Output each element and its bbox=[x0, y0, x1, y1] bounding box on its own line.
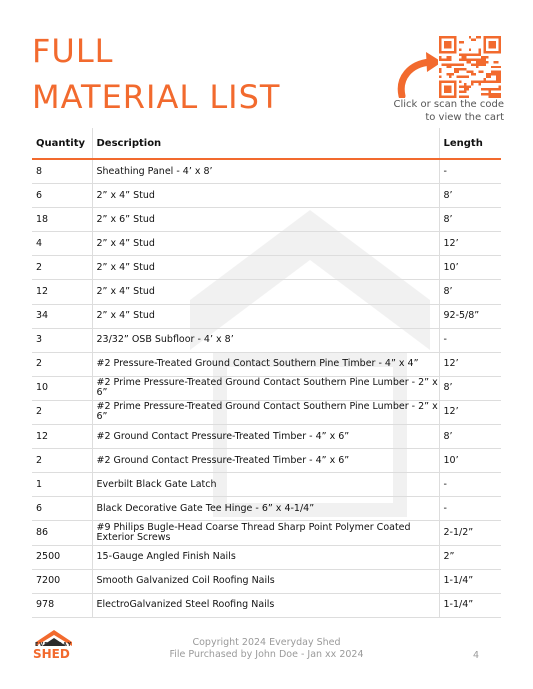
cell-description: 2” x 4” Stud bbox=[92, 304, 439, 328]
cell-length: 12’ bbox=[439, 352, 501, 376]
cell-description: #9 Philips Bugle-Head Coarse Thread Sharp Point Polymer Coated Exterior Screws bbox=[92, 521, 439, 545]
cell-length: 92-5/8” bbox=[439, 304, 501, 328]
cell-description: #2 Ground Contact Pressure-Treated Timber - 4” x 6” bbox=[92, 449, 439, 473]
table-row bbox=[32, 184, 501, 208]
cell-description: 23/32” OSB Subfloor - 4’ x 8’ bbox=[92, 328, 439, 352]
table-row bbox=[32, 400, 501, 424]
cell-description: 15-Gauge Angled Finish Nails bbox=[92, 545, 439, 569]
cell-quantity: 18 bbox=[32, 208, 92, 232]
footer bbox=[150, 637, 383, 661]
table-row bbox=[32, 449, 501, 473]
cell-quantity: 2 bbox=[32, 449, 92, 473]
cell-length: 10’ bbox=[439, 256, 501, 280]
table-row bbox=[32, 232, 501, 256]
table-row bbox=[32, 376, 501, 400]
table-row bbox=[32, 593, 501, 617]
table-header-row bbox=[32, 128, 501, 159]
table-row bbox=[32, 545, 501, 569]
cart-note bbox=[382, 98, 504, 124]
cell-length: 2-1/2” bbox=[439, 521, 501, 545]
table-row bbox=[32, 256, 501, 280]
cart-note-line-1: Click or scan the code bbox=[393, 99, 504, 110]
table-row bbox=[32, 304, 501, 328]
cell-length: - bbox=[439, 328, 501, 352]
cell-quantity: 1 bbox=[32, 473, 92, 497]
cell-quantity: 978 bbox=[32, 593, 92, 617]
cell-quantity: 7200 bbox=[32, 569, 92, 593]
cell-description: #2 Pressure-Treated Ground Contact Southern Pine Timber - 4” x 4” bbox=[92, 352, 439, 376]
cell-length: - bbox=[439, 473, 501, 497]
cell-length: 12’ bbox=[439, 400, 501, 424]
table-row bbox=[32, 208, 501, 232]
header-description: Description bbox=[92, 128, 439, 159]
qr-code-icon[interactable] bbox=[438, 36, 502, 98]
cell-description: ElectroGalvanized Steel Roofing Nails bbox=[92, 593, 439, 617]
table-row bbox=[32, 159, 501, 184]
title-line-1: FULL bbox=[32, 32, 114, 70]
cell-description: 2” x 4” Stud bbox=[92, 232, 439, 256]
cell-quantity: 2 bbox=[32, 352, 92, 376]
copyright-text: Copyright 2024 Everyday Shed bbox=[192, 637, 341, 648]
page-number: 4 bbox=[473, 650, 480, 661]
cell-quantity: 12 bbox=[32, 280, 92, 304]
table-row bbox=[32, 497, 501, 521]
cell-quantity: 8 bbox=[32, 159, 92, 184]
cell-description: 2” x 4” Stud bbox=[92, 184, 439, 208]
cell-quantity: 34 bbox=[32, 304, 92, 328]
cell-length: - bbox=[439, 159, 501, 184]
cell-description: Sheathing Panel - 4’ x 8’ bbox=[92, 159, 439, 184]
cell-description: Black Decorative Gate Tee Hinge - 6” x 4-1/4” bbox=[92, 497, 439, 521]
cell-length: 2” bbox=[439, 545, 501, 569]
cell-quantity: 2 bbox=[32, 400, 92, 424]
cell-quantity: 4 bbox=[32, 232, 92, 256]
cell-length: - bbox=[439, 497, 501, 521]
cell-length: 8’ bbox=[439, 425, 501, 449]
table-row bbox=[32, 425, 501, 449]
cell-length: 10’ bbox=[439, 449, 501, 473]
cell-description: 2” x 6” Stud bbox=[92, 208, 439, 232]
cell-description: Smooth Galvanized Coil Roofing Nails bbox=[92, 569, 439, 593]
table-row bbox=[32, 521, 501, 545]
cell-length: 8’ bbox=[439, 376, 501, 400]
purchase-text: File Purchased by John Doe - Jan xx 2024 bbox=[169, 649, 364, 660]
cell-quantity: 2500 bbox=[32, 545, 92, 569]
cell-description: 2” x 4” Stud bbox=[92, 280, 439, 304]
cell-quantity: 86 bbox=[32, 521, 92, 545]
cart-note-line-2: to view the cart bbox=[425, 112, 504, 123]
cell-length: 12’ bbox=[439, 232, 501, 256]
material-table bbox=[32, 128, 501, 618]
table-row bbox=[32, 473, 501, 497]
cell-quantity: 6 bbox=[32, 497, 92, 521]
cell-description: #2 Ground Contact Pressure-Treated Timber - 4” x 6” bbox=[92, 425, 439, 449]
table-row bbox=[32, 569, 501, 593]
cell-length: 1-1/4” bbox=[439, 569, 501, 593]
cell-quantity: 3 bbox=[32, 328, 92, 352]
title-line-2: MATERIAL LIST bbox=[32, 78, 281, 116]
logo-text: SHED bbox=[33, 647, 70, 661]
cell-description: #2 Prime Pressure-Treated Ground Contact Southern Pine Lumber - 2” x 6” bbox=[92, 400, 439, 424]
table-row bbox=[32, 352, 501, 376]
cell-description: 2” x 4” Stud bbox=[92, 256, 439, 280]
cell-quantity: 2 bbox=[32, 256, 92, 280]
logo-top-text: EVERYDAY bbox=[35, 642, 73, 648]
cell-description: Everbilt Black Gate Latch bbox=[92, 473, 439, 497]
header-length: Length bbox=[439, 128, 501, 159]
table-row bbox=[32, 328, 501, 352]
page-title bbox=[32, 28, 280, 120]
curved-arrow-icon bbox=[392, 50, 444, 98]
cell-length: 1-1/4” bbox=[439, 593, 501, 617]
header-quantity: Quantity bbox=[32, 128, 92, 159]
cell-quantity: 10 bbox=[32, 376, 92, 400]
table-row bbox=[32, 280, 501, 304]
cell-quantity: 6 bbox=[32, 184, 92, 208]
cell-description: #2 Prime Pressure-Treated Ground Contact Southern Pine Lumber - 2” x 6” bbox=[92, 376, 439, 400]
cell-length: 8’ bbox=[439, 280, 501, 304]
cell-length: 8’ bbox=[439, 208, 501, 232]
cell-quantity: 12 bbox=[32, 425, 92, 449]
cell-length: 8’ bbox=[439, 184, 501, 208]
